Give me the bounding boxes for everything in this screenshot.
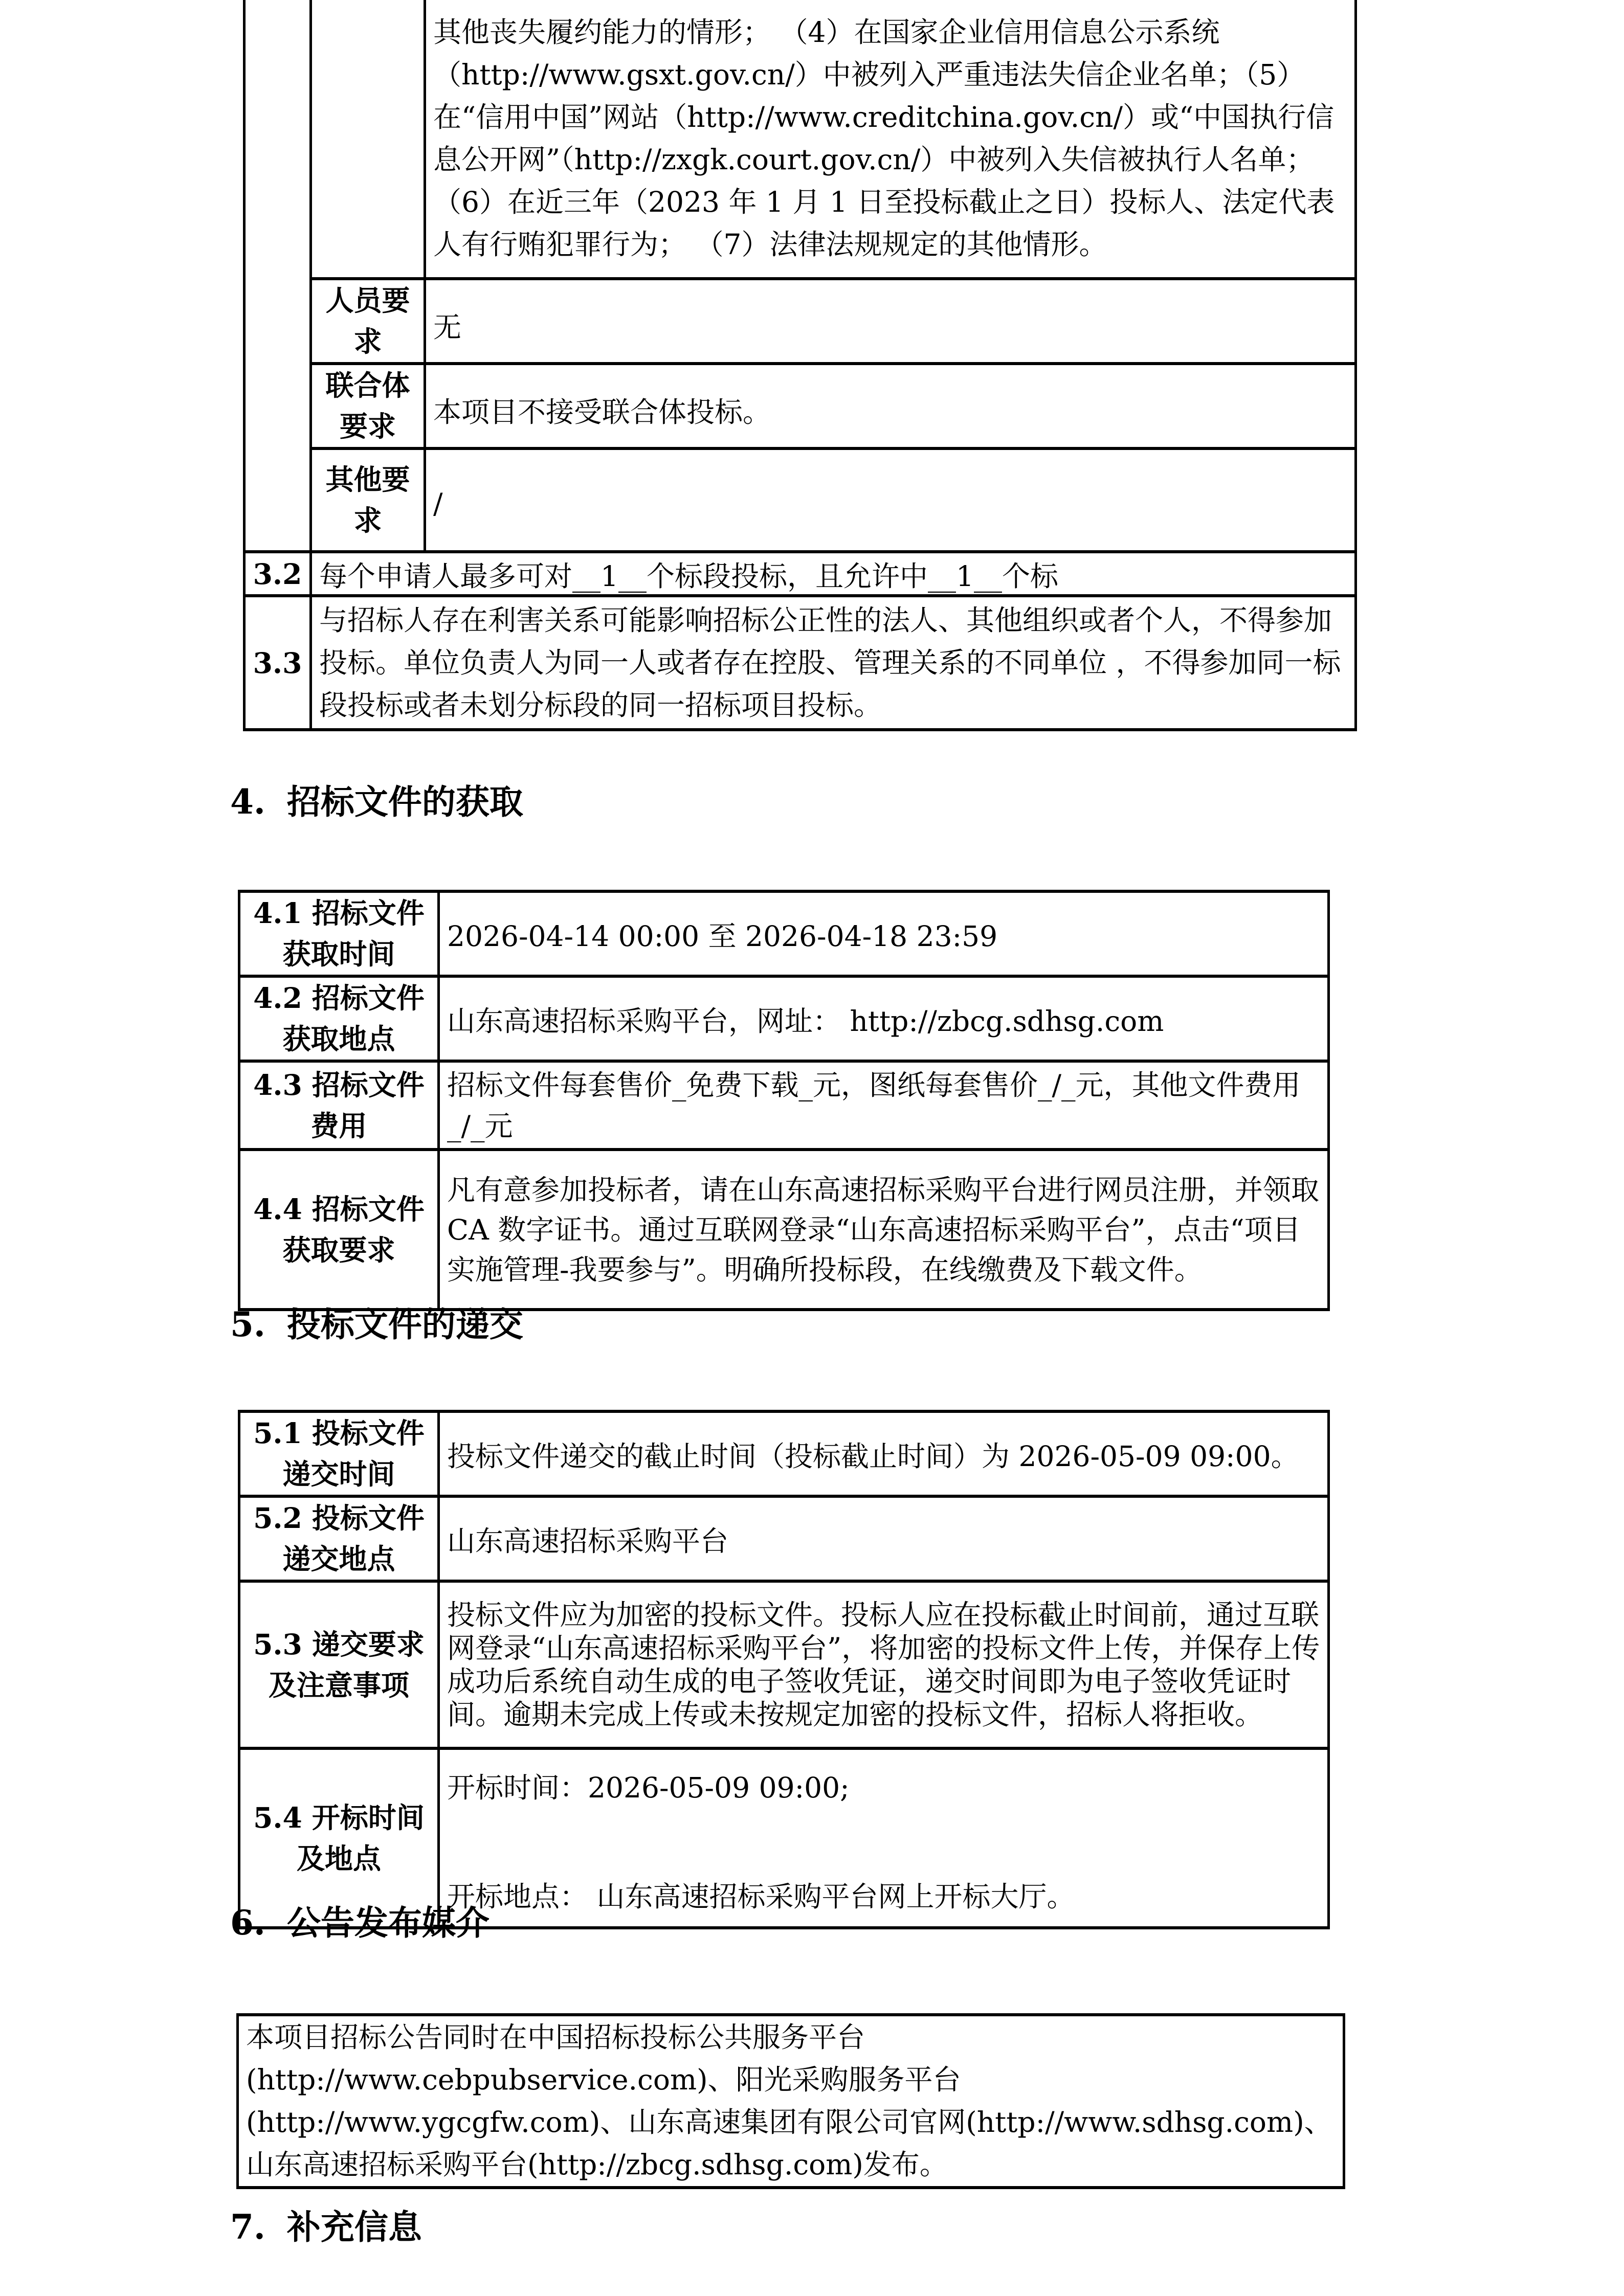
section-5-number: 5. <box>230 1304 265 1344</box>
personnel-requirement-value: 无 <box>425 279 1356 364</box>
other-requirement-value: / <box>425 448 1356 552</box>
row-52-label: 5.2 投标文件递交地点 <box>239 1496 439 1581</box>
announcement-media-table <box>236 2013 1345 2189</box>
row-53-label: 5.3 递交要求及注意事项 <box>239 1581 439 1748</box>
personnel-requirement-label: 人员要求 <box>311 279 425 364</box>
document-acquisition-table <box>238 890 1330 1311</box>
section-4-title: 招标文件的获取 <box>286 782 523 822</box>
section-5-heading <box>230 1304 523 1345</box>
bid-opening-place: 开标地点： 山东高速招标采购平台网上开标大厅。 <box>447 1880 1075 1913</box>
section-5-title: 投标文件的递交 <box>286 1304 523 1344</box>
credit-requirement-text: 其他丧失履约能力的情形； （4）在国家企业信用信息公示系统（http://www.gsxt.gov.cn/）中被列入严重违法失信企业名单；（5）在“信用中国”网站（http://www.creditchina.gov.cn/）或“中国执行信息公开网”（http://zxgk.court.gov.cn/）中被列入失信被执行人名单； （6）在近三年（2023 年 1 月 1 日至投标截止之日）投标人、法定代表人有行贿犯罪行为； （7）法律法规规定的其他情形。 <box>425 0 1356 279</box>
section-4-number: 4. <box>230 782 265 822</box>
section-6-title: 公告发布媒介 <box>286 1903 490 1943</box>
row-32-text: 每个申请人最多可对__1__个标段投标，且允许中__1__个标 <box>311 552 1356 596</box>
section-7-title: 补充信息 <box>286 2207 422 2247</box>
row-54-label: 5.4 开标时间及地点 <box>239 1748 439 1928</box>
section-6-number: 6. <box>230 1903 265 1943</box>
qualification-requirements-table <box>243 0 1357 731</box>
row-53-value: 投标文件应为加密的投标文件。投标人应在投标截止时间前，通过互联网登录“山东高速招标采购平台”，将加密的投标文件上传，并保存上传成功后系统自动生成的电子签收凭证，递交时间即为电子签收凭证时间。逾期未完成上传或未按规定加密的投标文件，招标人将拒收。 <box>439 1581 1329 1748</box>
row-44-value: 凡有意参加投标者，请在山东高速招标采购平台进行网员注册，并领取 CA 数字证书。通过互联网登录“山东高速招标采购平台”，点击“项目实施管理-我要参与”。明确所投标段，在线缴费及下载文件。 <box>439 1150 1329 1310</box>
row-41-value: 2026-04-14 00:00 至 2026-04-18 23:59 <box>439 891 1329 976</box>
section-7-number: 7. <box>230 2207 265 2247</box>
row-33-number: 3.3 <box>244 596 311 730</box>
empty-label-cell <box>311 0 425 279</box>
section-6-heading <box>230 1902 490 1943</box>
row-42-label: 4.2 招标文件获取地点 <box>239 976 439 1061</box>
row-51-value: 投标文件递交的截止时间（投标截止时间）为 2026-05-09 09:00。 <box>439 1411 1329 1496</box>
other-requirement-label: 其他要求 <box>311 448 425 552</box>
bid-opening-time: 开标时间：2026-05-09 09:00; <box>447 1771 850 1804</box>
row-43-label: 4.3 招标文件费用 <box>239 1061 439 1150</box>
section-7-heading <box>230 2207 422 2247</box>
section-4-heading <box>230 781 523 822</box>
row-32-number: 3.2 <box>244 552 311 596</box>
section-31-number-cell <box>244 0 311 552</box>
row-44-label: 4.4 招标文件获取要求 <box>239 1150 439 1310</box>
row-54-value <box>439 1748 1329 1928</box>
row-52-value: 山东高速招标采购平台 <box>439 1496 1329 1581</box>
row-51-label: 5.1 投标文件递交时间 <box>239 1411 439 1496</box>
consortium-requirement-value: 本项目不接受联合体投标。 <box>425 364 1356 448</box>
announcement-media-text: 本项目招标公告同时在中国招标投标公共服务平台(http://www.cebpubservice.com)、阳光采购服务平台(http://www.ygcgfw.com)、山东高速集团有限公司官网(http://www.sdhsg.com)、山东高速招标采购平台(http://zbcg.sdhsg.com)发布。 <box>238 2015 1344 2188</box>
consortium-requirement-label: 联合体要求 <box>311 364 425 448</box>
bid-submission-table <box>238 1410 1330 1929</box>
row-42-value: 山东高速招标采购平台，网址： http://zbcg.sdhsg.com <box>439 976 1329 1061</box>
row-43-value: 招标文件每套售价_免费下载_元，图纸每套售价_/_元，其他文件费用_/_元 <box>439 1061 1329 1150</box>
row-41-label: 4.1 招标文件获取时间 <box>239 891 439 976</box>
row-33-text: 与招标人存在利害关系可能影响招标公正性的法人、其他组织或者个人，不得参加投标。单位负责人为同一人或者存在控股、管理关系的不同单位 ，不得参加同一标段投标或者未划分标段的同一招标项目投标。 <box>311 596 1356 730</box>
